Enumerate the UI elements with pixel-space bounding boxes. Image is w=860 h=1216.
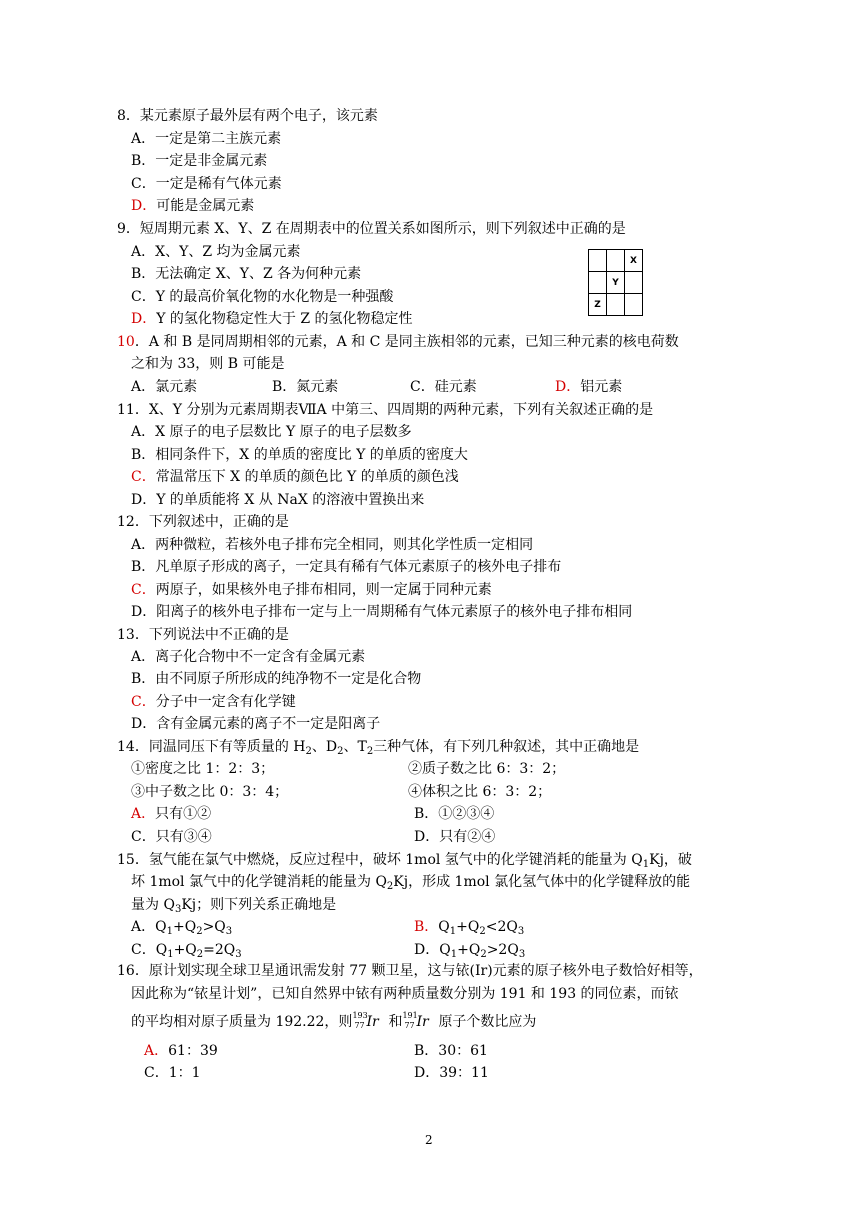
q11-option-d: D．Y 的单质能将 X 从 NaX 的溶液中置换出来 <box>131 492 425 508</box>
q16-option-d: D．39：11 <box>414 1065 489 1081</box>
q14-statement-2: ②质子数之比 6：3：2； <box>408 761 566 777</box>
q8-option-a: A．一定是第二主族元素 <box>131 131 282 147</box>
periodic-position-grid <box>588 249 643 316</box>
q12-option-c: C．两原子，如果核外电子排布相同，则一定属于同种元素 <box>131 582 492 598</box>
q11-option-b: B．相同条件下，X 的单质的密度比 Y 的单质的密度大 <box>131 447 468 463</box>
q9-option-c: C．Y 的最高价氧化物的水化物是一种强酸 <box>131 289 394 305</box>
q16-option-b: B．30：61 <box>414 1043 488 1059</box>
q11-option-a: A．X 原子的电子层数比 Y 原子的电子层数多 <box>131 424 412 440</box>
q14-statement-3: ③中子数之比 0：3：4； <box>131 784 289 800</box>
q14-option-b: B．①②③④ <box>414 806 495 822</box>
q16-option-c: C．1：1 <box>144 1065 201 1081</box>
q11-stem: 11．X、Y 分别为元素周期表ⅦA 中第三、四周期的两种元素，下列有关叙述正确的是 <box>117 402 654 418</box>
q12-stem: 12．下列叙述中，正确的是 <box>117 514 289 530</box>
q10-option-d: D．铝元素 <box>555 379 623 395</box>
q9-option-b: B．无法确定 X、Y、Z 各为何种元素 <box>131 266 362 282</box>
q14-statement-4: ④体积之比 6：3：2； <box>408 784 552 800</box>
q10-option-c: C．硅元素 <box>410 379 477 395</box>
q13-stem: 13．下列说法中不正确的是 <box>117 627 289 643</box>
q10-stem-line1: 10．A 和 B 是同周期相邻的元素，A 和 C 是同主族相邻的元素，已知三种元素的核电荷数 <box>117 334 679 350</box>
isotope-ir-193: 193 77 Ir <box>352 1011 379 1030</box>
q8-option-d: D．可能是金属元素 <box>131 198 255 214</box>
q13-option-d: D．含有金属元素的离子不一定是阳离子 <box>131 716 381 732</box>
q16-stem-line2: 因此称为“铱星计划”，已知自然界中铱有两种质量数分别为 191 和 193 的同位素，而铱 <box>131 986 679 1002</box>
q16-stem-line1: 16．原计划实现全球卫星通讯需发射 77 颗卫星，这与铱(Ir)元素的原子核外电子数恰好相等， <box>117 963 703 979</box>
q12-option-a: A．两种微粒，若核外电子排布完全相同，则其化学性质一定相同 <box>131 537 534 553</box>
q14-option-a: A．只有①② <box>131 806 212 822</box>
q14-option-c: C．只有③④ <box>131 829 212 845</box>
q8-option-c: C．一定是稀有气体元素 <box>131 176 282 192</box>
q8-option-b: B．一定是非金属元素 <box>131 153 268 169</box>
q9-stem: 9．短周期元素 X、Y、Z 在周期表中的位置关系如图所示，则下列叙述中正确的是 <box>117 221 626 237</box>
q16-option-a: A．61：39 <box>144 1043 218 1059</box>
q14-option-d: D．只有②④ <box>414 829 496 845</box>
q10-option-b: B．氮元素 <box>272 379 339 395</box>
q15-option-a: A．$Q_1+Q_2>Q_3$ <box>131 919 233 937</box>
q12-option-d: D．阳离子的核外电子排布一定与上一周期稀有气体元素原子的核外电子排布相同 <box>131 604 633 620</box>
q8-stem: 8．某元素原子最外层有两个电子，该元素 <box>117 108 378 124</box>
q15-stem-line1: 15．氢气能在氯气中燃烧，反应过程中，破坏 1mol 氢气中的化学键消耗的能量为 $Q_1Kj$，破 <box>117 852 692 870</box>
q15-stem-line2: 坏 1mol 氯气中的化学键消耗的能量为 $Q_2Kj$，形成 1mol 氯化氢气体中的化学键释放的能 <box>131 874 691 892</box>
isotope-ir-191: 191 77 Ir <box>402 1011 429 1030</box>
page-number: 2 <box>425 1133 433 1147</box>
q13-option-a: A．离子化合物中不一定含有金属元素 <box>131 649 366 665</box>
grid-cell-z: Z <box>589 294 607 316</box>
q13-option-c: C．分子中一定含有化学键 <box>131 694 296 710</box>
q15-option-c: C．$Q_1+Q_2=2Q_3$ <box>131 942 242 960</box>
q16-stem-line3: 的平均相对原子质量为 192.22，则 193 77 Ir 和 191 77 Ir 原子个数比应为 <box>131 1011 537 1030</box>
q14-statement-1: ①密度之比 1：2：3； <box>131 761 275 777</box>
q9-option-a: A．X、Y、Z 均为金属元素 <box>131 244 301 260</box>
q13-option-b: B．由不同原子所形成的纯净物不一定是化合物 <box>131 671 422 687</box>
grid-cell-y: Y <box>607 272 625 294</box>
q9-option-d: D．Y 的氢化物稳定性大于 Z 的氢化物稳定性 <box>131 311 413 327</box>
q15-stem-line3: 量为 $Q_3Kj$；则下列关系正确地是 <box>131 897 337 915</box>
grid-cell-x: X <box>625 250 643 272</box>
q10-option-a: A．氯元素 <box>131 379 198 395</box>
q12-option-b: B．凡单原子形成的离子，一定具有稀有气体元素原子的核外电子排布 <box>131 559 562 575</box>
q15-option-b: B．$Q_1+Q_2<2Q_3$ <box>414 919 525 937</box>
q11-option-c: C．常温常压下 X 的单质的颜色比 Y 的单质的颜色浅 <box>131 469 459 485</box>
q15-option-d: D．$Q_1+Q_2>2Q_3$ <box>414 942 526 960</box>
q10-stem-line2: 之和为 33，则 B 可能是 <box>131 356 285 372</box>
q14-stem: 14．同温同压下有等质量的 $H_2$、$D_2$、$T_2$三种气体，有下列几种叙述，其中正确地是 <box>117 739 640 757</box>
